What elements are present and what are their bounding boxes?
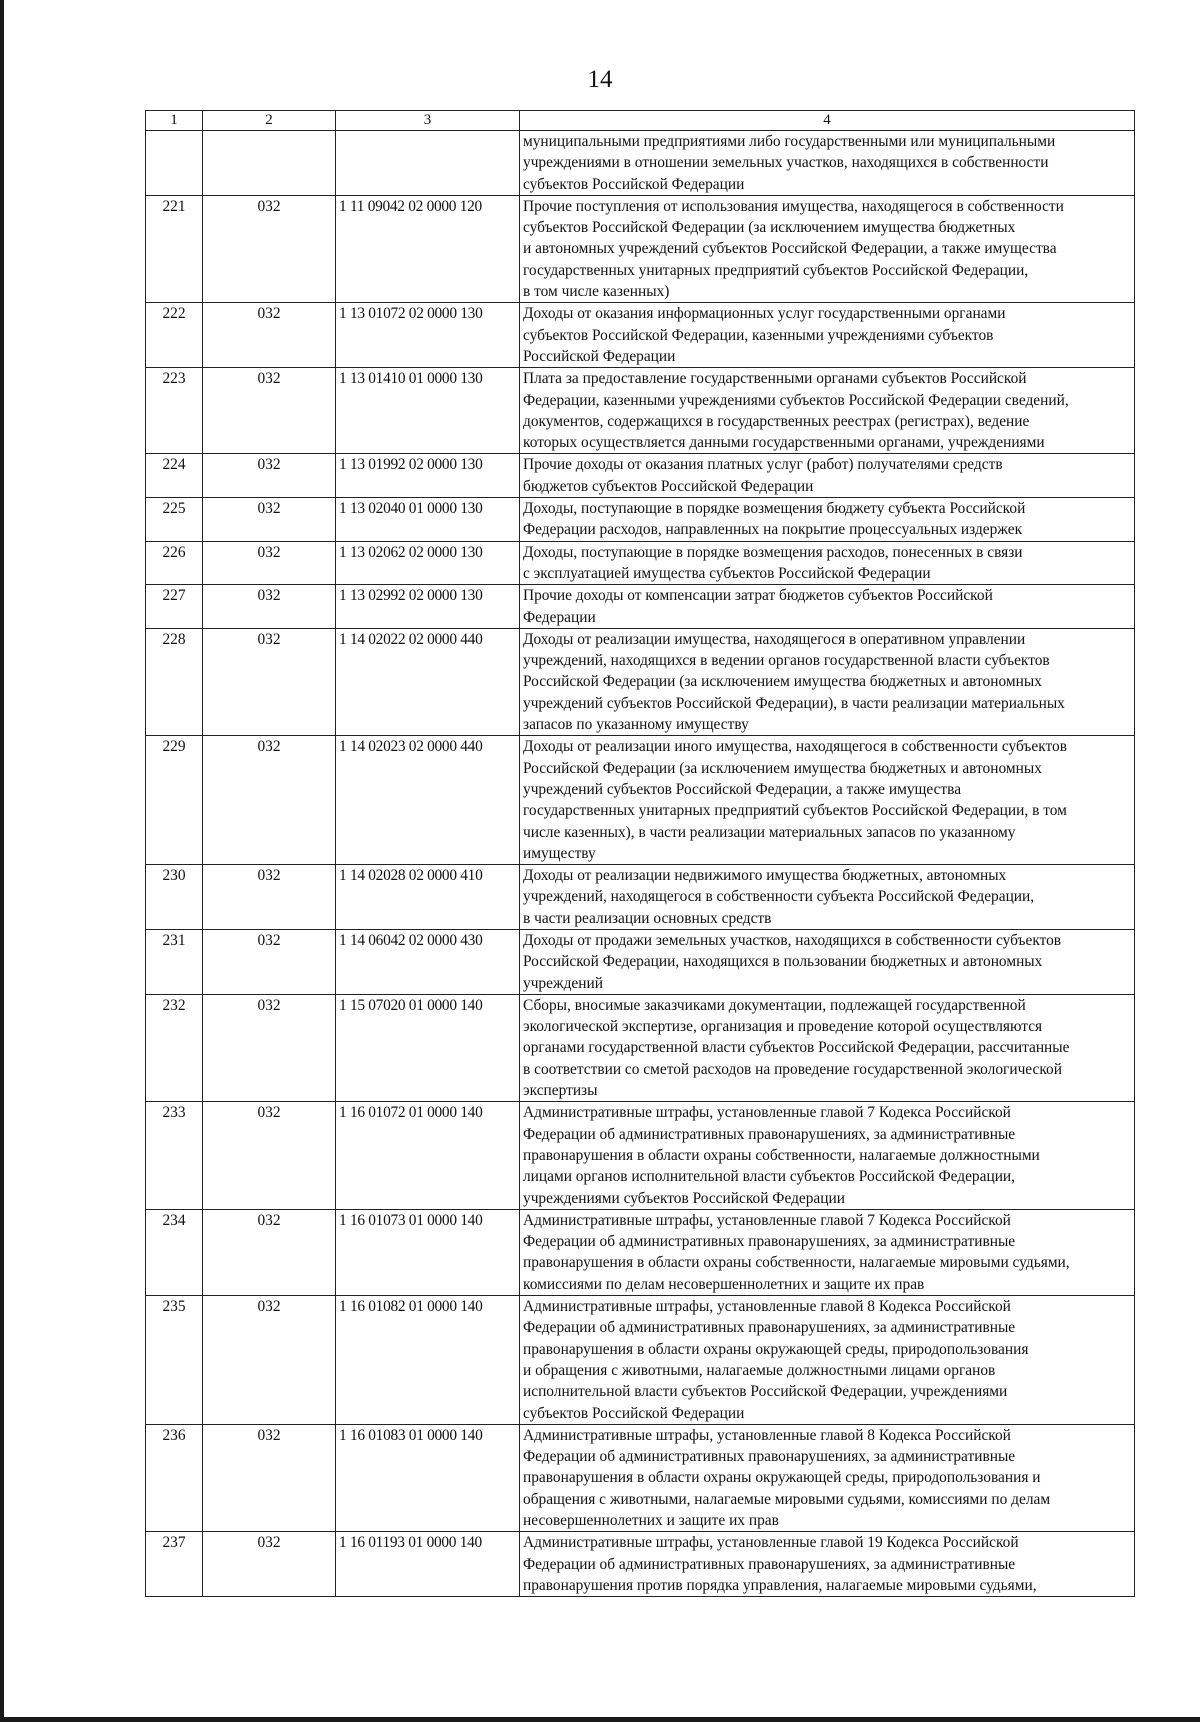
income-description-text: Административные штрафы, установленные главой 7 Кодекса Российской Федерации об административных правонарушениях, за административные правонарушения в области охраны собственности, налагаемые должностными лицами органов исполнительной власти субъектов Российской Федерации, учреждениями субъектов Российской Федерации [523,1104,1040,1207]
row-number-text: 222 [162,305,186,323]
admin-code-text: 032 [257,738,281,756]
income-description-cell [520,454,1135,498]
budget-classification-code-cell [336,628,520,735]
budget-classification-code-cell [336,585,520,629]
column-header-4: 4 [520,111,1135,131]
table-row [146,929,1135,994]
table-row [146,628,1135,735]
income-description-cell [520,303,1135,368]
income-description-cell [520,1102,1135,1209]
income-description-text: Доходы, поступающие в порядке возмещения расходов, понесенных в связи с эксплуатацией имущества субъектов Российской Федерации [523,543,1023,582]
row-number-text: 232 [162,996,186,1014]
row-number-cell [146,1532,203,1597]
row-number-text: 230 [162,867,186,885]
admin-code-cell [203,585,336,629]
admin-code-cell [203,736,336,865]
row-number-cell [146,541,203,585]
page-number: 14 [587,66,613,93]
row-number-cell [146,368,203,454]
row-number-text: 236 [162,1426,186,1444]
budget-classification-code-text: 1 13 02992 02 0000 130 [339,587,483,605]
income-description-cell [520,1424,1135,1531]
budget-classification-code-text: 1 16 01082 01 0000 140 [339,1298,483,1316]
table-row [146,1424,1135,1531]
income-description-cell [520,368,1135,454]
row-number-cell [146,131,203,196]
admin-code-cell [203,131,336,196]
income-description-text: Прочие доходы от компенсации затрат бюджетов субъектов Российской Федерации [523,587,993,626]
table-row [146,1296,1135,1425]
row-number-text: 223 [162,370,186,388]
admin-code-cell [203,994,336,1101]
budget-classification-code-cell [336,454,520,498]
income-description-text: Административные штрафы, установленные главой 8 Кодекса Российской Федерации об административных правонарушениях, за административные правонарушения в области охраны окружающей среды, природопользования и обращения с животными, налагаемые мировыми судьями, комиссиями по делам несовершеннолетних и защите их прав [523,1426,1051,1529]
budget-classification-code-cell [336,303,520,368]
budget-classification-code-text: 1 13 01410 01 0000 130 [339,370,483,388]
row-number-text: 228 [162,630,186,648]
table-row [146,865,1135,930]
income-description-text: Административные штрафы, установленные главой 19 Кодекса Российской Федерации об административных правонарушениях, за административные правонарушения против порядка управления, налагаемые мировыми судьями, [523,1534,1037,1594]
income-description-cell [520,131,1135,196]
budget-classification-code-cell [336,1424,520,1531]
income-description-cell [520,929,1135,994]
row-number-cell [146,994,203,1101]
income-description-cell [520,628,1135,735]
row-number-cell [146,585,203,629]
income-description-text: Административные штрафы, установленные главой 8 Кодекса Российской Федерации об административных правонарушениях, за административные правонарушения в области охраны окружающей среды, природопользования и обращения с животными, налагаемые должностными лицами органов исполнительной власти субъектов Российской Федерации, учреждениями субъектов Российской Федерации [523,1298,1029,1422]
budget-classification-code-cell [336,929,520,994]
row-number-text: 235 [162,1298,186,1316]
column-header-3: 3 [336,111,520,131]
row-number-text: 229 [162,738,186,756]
row-number-text: 237 [162,1534,186,1552]
budget-classification-code-text: 1 16 01072 01 0000 140 [339,1104,483,1122]
income-description-cell [520,498,1135,542]
table-row [146,195,1135,302]
table-row [146,585,1135,629]
budget-classification-code-cell [336,541,520,585]
table-row [146,994,1135,1101]
budget-classification-code-text: 1 14 02022 02 0000 440 [339,630,483,648]
budget-classification-code-cell [336,498,520,542]
row-number-cell [146,498,203,542]
row-number-cell [146,929,203,994]
admin-code-text: 032 [257,197,281,215]
income-description-cell [520,585,1135,629]
budget-classification-code-cell [336,1102,520,1209]
income-description-cell [520,994,1135,1101]
income-description-cell [520,1532,1135,1597]
income-description-text: Доходы от продажи земельных участков, находящихся в собственности субъектов Российской Федерации, находящихся в пользовании бюджетных и автономных учреждений [523,931,1062,992]
budget-classification-code-cell [336,368,520,454]
table-row [146,1532,1135,1597]
budget-classification-code-cell [336,736,520,865]
admin-code-text: 032 [257,500,281,518]
income-description-text: Сборы, вносимые заказчиками документации, подлежащей государственной экологической экспертизе, организация и проведение которой осуществляются органами государственной власти субъектов Российской Федерации, рассчитанные в соответствии со сметой расходов на проведение государственной экологической экспертизы [523,996,1070,1100]
table-row [146,1102,1135,1209]
row-number-text: 227 [162,587,186,605]
budget-classification-code-cell [336,865,520,930]
row-number-cell [146,454,203,498]
income-description-text: Прочие поступления от использования имущества, находящегося в собственности субъектов Российской Федерации (за исключением имущества бюджетных и автономных учреждений субъектов Российской Федерации, а также имущества государственных унитарных предприятий субъектов Российской Федерации, в том числе казенных) [523,197,1064,301]
income-description-text: Плата за предоставление государственными органами субъектов Российской Федерации, казенными учреждениями субъектов Российской Федерации сведений, документов, содержащихся в государственных реестрах (регистрах), ведение которых осуществляется данными государственными органами, учреждениями [523,370,1069,452]
admin-code-cell [203,1532,336,1597]
row-number-text: 233 [162,1104,186,1122]
income-description-cell [520,1209,1135,1295]
admin-code-text: 032 [257,305,281,323]
budget-classification-code-cell [336,1296,520,1425]
row-number-cell [146,195,203,302]
budget-classification-code-text: 1 14 02023 02 0000 440 [339,738,483,756]
income-description-text: Доходы, поступающие в порядке возмещения бюджету субъекта Российской Федерации расходов, направленных на покрытие процессуальных издержек [523,500,1026,539]
budget-classification-code-text: 1 13 01072 02 0000 130 [339,305,483,323]
budget-classification-code-text: 1 14 06042 02 0000 430 [339,931,483,949]
table-row [146,1209,1135,1295]
table-body [146,131,1135,1597]
admin-code-text: 032 [257,1104,281,1122]
row-number-text: 225 [162,500,186,518]
budget-classification-code-text: 1 13 01992 02 0000 130 [339,456,483,474]
admin-code-text: 032 [257,543,281,561]
admin-code-text: 032 [257,1211,281,1229]
income-description-cell [520,736,1135,865]
admin-code-cell [203,368,336,454]
admin-code-text: 032 [257,867,281,885]
column-header-1: 1 [146,111,203,131]
row-number-cell [146,1102,203,1209]
row-number-cell [146,303,203,368]
income-description-text: Прочие доходы от оказания платных услуг (работ) получателями средств бюджетов субъектов Российской Федерации [523,456,1003,495]
row-number-cell [146,1209,203,1295]
budget-classification-code-text: 1 13 02062 02 0000 130 [339,543,483,561]
row-number-cell [146,628,203,735]
income-description-text: Доходы от реализации имущества, находящегося в оперативном управлении учреждений, находящихся в ведении органов государственной власти субъектов Российской Федерации (за исключением имущества бюджетных и автономных учреждений субъектов Российской Федерации), в части реализации материальных запасов по указанному имуществу [523,630,1065,734]
income-description-cell [520,1296,1135,1425]
admin-code-cell [203,1296,336,1425]
budget-classification-code-text: 1 15 07020 01 0000 140 [339,996,483,1014]
admin-code-cell [203,1102,336,1209]
budget-classification-code-cell [336,994,520,1101]
row-number-text: 224 [162,456,186,474]
admin-code-cell [203,865,336,930]
row-number-cell [146,865,203,930]
budget-classification-code-cell [336,1209,520,1295]
table-row [146,454,1135,498]
budget-classification-code-cell [336,1532,520,1597]
table-row [146,303,1135,368]
budget-classification-code-text: 1 13 02040 01 0000 130 [339,500,483,518]
row-number-cell [146,1296,203,1425]
income-description-cell [520,195,1135,302]
row-number-cell [146,1424,203,1531]
admin-code-cell [203,303,336,368]
income-description-text: муниципальными предприятиями либо государственными или муниципальными учреждениями в отношении земельных участков, находящихся в собственности субъектов Российской Федерации [523,133,1056,193]
revenue-codes-table [145,110,1135,1597]
budget-classification-code-text: 1 16 01073 01 0000 140 [339,1211,483,1229]
budget-classification-code-text: 1 16 01083 01 0000 140 [339,1426,483,1444]
admin-code-text: 032 [257,1426,281,1444]
table-row [146,368,1135,454]
row-number-text: 221 [162,197,186,215]
row-number-text: 231 [162,931,186,949]
admin-code-text: 032 [257,1298,281,1316]
admin-code-cell [203,498,336,542]
admin-code-cell [203,1209,336,1295]
table-row [146,131,1135,196]
admin-code-text: 032 [257,456,281,474]
budget-classification-code-cell [336,195,520,302]
table-row [146,541,1135,585]
admin-code-text: 032 [257,630,281,648]
row-number-cell [146,736,203,865]
income-description-cell [520,541,1135,585]
budget-classification-code-text: 1 14 02028 02 0000 410 [339,867,483,885]
column-header-2: 2 [203,111,336,131]
table-row [146,498,1135,542]
income-description-text: Административные штрафы, установленные главой 7 Кодекса Российской Федерации об административных правонарушениях, за административные правонарушения в области охраны собственности, налагаемые мировыми судьями, комиссиями по делам несовершеннолетних и защите их прав [523,1211,1070,1293]
admin-code-text: 032 [257,931,281,949]
table-row [146,736,1135,865]
income-description-text: Доходы от реализации недвижимого имущества бюджетных, автономных учреждений, находящегося в собственности субъекта Российской Федерации, в части реализации основных средств [523,867,1035,927]
admin-code-text: 032 [257,996,281,1014]
admin-code-cell [203,929,336,994]
scan-edge-left [0,0,4,1722]
admin-code-text: 032 [257,370,281,388]
row-number-text: 226 [162,543,186,561]
admin-code-text: 032 [257,1534,281,1552]
income-description-text: Доходы от реализации иного имущества, находящегося в собственности субъектов Российской Федерации (за исключением имущества бюджетных и автономных учреждений субъектов Российской Федерации, а также имущества государственных унитарных предприятий субъектов Российской Федерации, в том числе казенных), в части реализации материальных запасов по указанному имуществу [523,738,1067,862]
income-description-text: Доходы от оказания информационных услуг государственными органами субъектов Российской Федерации, казенными учреждениями субъектов Российской Федерации [523,305,1006,365]
admin-code-text: 032 [257,587,281,605]
scan-edge-bottom [0,1717,1200,1722]
admin-code-cell [203,628,336,735]
budget-classification-code-cell [336,131,520,196]
admin-code-cell [203,1424,336,1531]
budget-classification-code-text: 1 11 09042 02 0000 120 [339,197,482,215]
table-header-row [146,111,1135,131]
income-description-cell [520,865,1135,930]
admin-code-cell [203,541,336,585]
budget-classification-code-text: 1 16 01193 01 0000 140 [339,1534,482,1552]
admin-code-cell [203,195,336,302]
admin-code-cell [203,454,336,498]
row-number-text: 234 [162,1211,186,1229]
